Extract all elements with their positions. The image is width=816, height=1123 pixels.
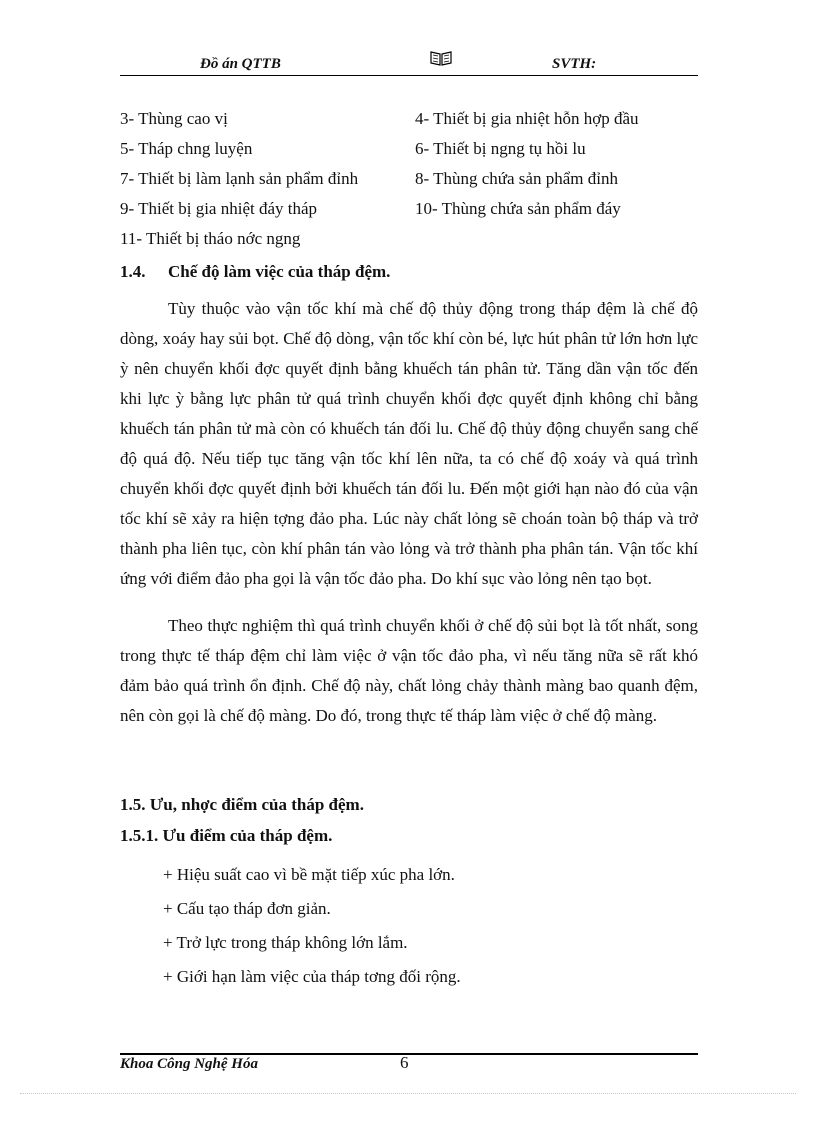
section-number: 1.4. <box>120 262 146 281</box>
legend-row <box>120 194 698 224</box>
legend-item: 4- Thiết bị gia nhiệt hỗn hợp đầu <box>415 109 639 128</box>
legend-item: 5- Tháp chng luyện <box>120 139 253 158</box>
page-number: 6 <box>400 1053 409 1072</box>
advantages-list <box>163 860 461 996</box>
legend-item: 11- Thiết bị tháo nớc ngng <box>120 229 301 248</box>
header-right-text: SVTH: <box>552 56 597 72</box>
section-heading-1-4 <box>120 262 390 282</box>
footer-rule <box>120 1053 698 1055</box>
legend-item: 7- Thiết bị làm lạnh sản phẩm đỉnh <box>120 169 359 188</box>
paragraph: Theo thực nghiệm thì quá trình chuyển khối ở chế độ sủi bọt là tốt nhất, song trong thực tế tháp đệm chỉ làm việc ở vận tốc đảo pha, vì nếu tăng nữa sẽ rất khó đảm bảo quá trình ổn định. Chế độ này, chất lỏng chảy thành màng bao quanh đệm, nên còn gọi là chế độ màng. Do đó, trong thực tế tháp làm việc ở chế độ màng. <box>120 616 698 725</box>
page-header <box>120 56 698 76</box>
legend-item: 3- Thùng cao vị <box>120 109 228 128</box>
legend-row <box>120 134 698 164</box>
section-heading-1-5: 1.5. Ưu, nhợc điểm của tháp đệm. <box>120 795 364 814</box>
section-title: Chế độ làm việc của tháp đệm. <box>168 262 391 281</box>
legend-item: 6- Thiết bị ngng tụ hồi lu <box>415 139 586 158</box>
list-item: + Giới hạn làm việc của tháp tơng đối rộng. <box>163 967 461 986</box>
footer-left-text: Khoa Công Nghệ Hóa <box>120 1056 258 1071</box>
list-item: + Hiệu suất cao vì bề mặt tiếp xúc pha lớn. <box>163 865 455 884</box>
legend-row <box>120 104 698 134</box>
header-left-text: Đồ án QTTB <box>200 56 281 72</box>
page-bottom-dotted-border <box>20 1093 796 1094</box>
equipment-legend <box>120 104 698 254</box>
subsection-heading-1-5-1: 1.5.1. Ưu điểm của tháp đệm. <box>120 826 333 845</box>
legend-item: 8- Thùng chứa sản phẩm đỉnh <box>415 169 618 188</box>
legend-row <box>120 224 698 254</box>
paragraph: Tùy thuộc vào vận tốc khí mà chế độ thủy động trong tháp đệm là chế độ dòng, xoáy hay sủi bọt. Chế độ dòng, vận tốc khí còn bé, lực hút phân tử lớn hơn lực ỳ nên chuyển khối đợc quyết định bằng khuếch tán phân tử. Tăng dần vận tốc đến khi lực ỳ bằng lực phân tử quá trình chuyển khối đợc quyết định không chỉ bằng khuếch tán phân tử mà còn có khuếch tán đối lu. Chế độ thủy động chuyển sang chế độ quá độ. Nếu tiếp tục tăng vận tốc khí lên nữa, ta có chế độ xoáy và quá trình chuyển khối đợc quyết định bởi khuếch tán đối lu. Đến một giới hạn nào đó của vận tốc khí sẽ xảy ra hiện tợng đảo pha. Lúc này chất lỏng sẽ choán toàn bộ tháp và trở thành pha liên tục, còn khí phân tán vào lỏng và trở thành pha phân tán. Vận tốc khí ứng với điểm đảo pha gọi là vận tốc đảo pha. Do khí sục vào lỏng nên tạo bọt. <box>120 299 698 588</box>
list-item: + Cấu tạo tháp đơn giản. <box>163 899 331 918</box>
legend-row <box>120 164 698 194</box>
book-icon <box>430 50 452 71</box>
list-item: + Trở lực trong tháp không lớn lắm. <box>163 933 408 952</box>
header-rule <box>120 75 698 76</box>
legend-item: 10- Thùng chứa sản phẩm đáy <box>415 199 621 218</box>
legend-item: 9- Thiết bị gia nhiệt đáy tháp <box>120 199 318 218</box>
